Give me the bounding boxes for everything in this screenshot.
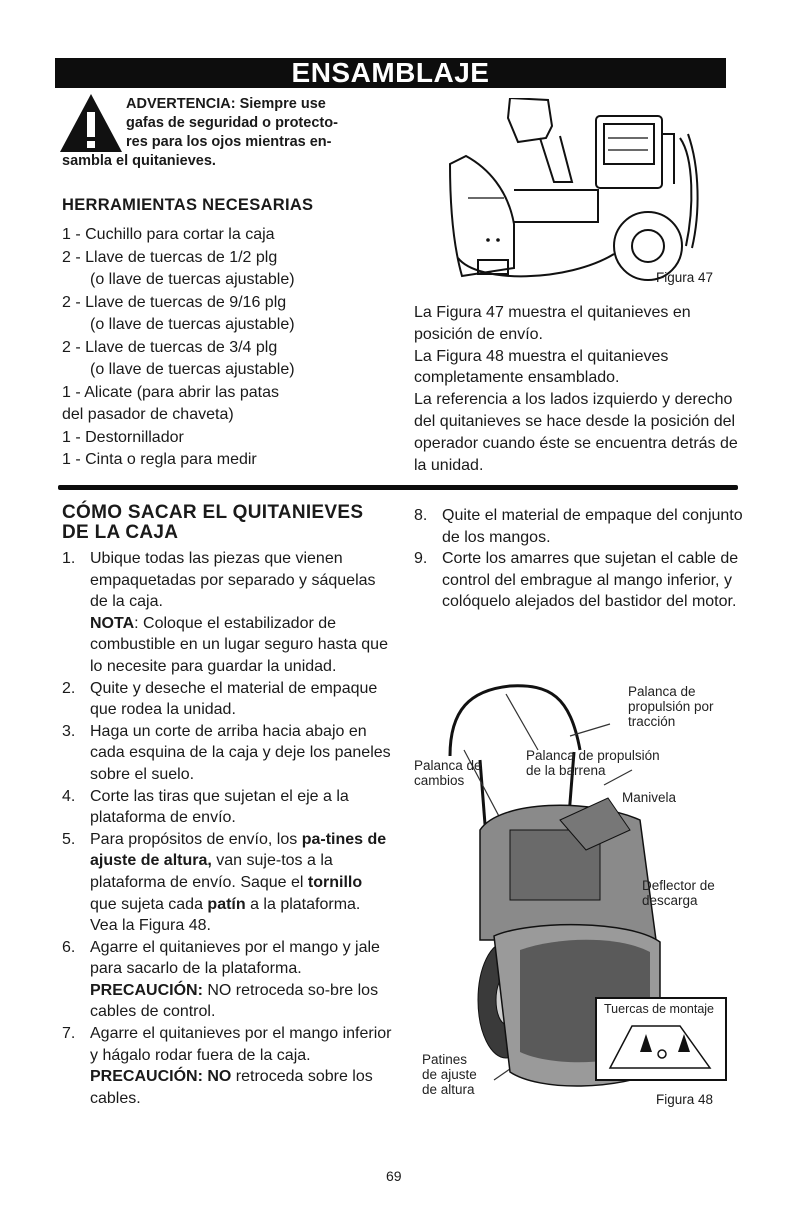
list-item: 1. Ubique todas las piezas que vienen empaquetadas por separado y sáquelas de la caja. xyxy=(62,550,376,611)
figure-caption: Figura 47 xyxy=(656,270,714,285)
label-patines: Patines de ajuste de altura xyxy=(422,1052,477,1097)
label-cambios: Palanca de cambios xyxy=(414,758,482,788)
list-item: 7. Agarre el quitanieves por el mango inferior y hágalo rodar fuera de la caja. PRECAUCIÓN: NO retroceda sobre los cables. xyxy=(62,1025,392,1107)
list-item: 2 - Llave de tuercas de 1/2 plg (o llave de tuercas ajustable) xyxy=(62,248,295,288)
paragraph: La referencia a los lados izquierdo y derecho del quitanieves se hace desde la posición del operador cuando éste se encuentra detrás de la unidad. xyxy=(414,391,738,474)
list-item: 1 - Cuchillo para cortar la caja xyxy=(62,226,275,243)
section-heading: CÓMO SACAR EL QUITANIEVES DE LA CAJA xyxy=(62,502,364,543)
list-item: 2 - Llave de tuercas de 3/4 plg (o llave de tuercas ajustable) xyxy=(62,338,295,378)
figure-48 xyxy=(410,680,740,1120)
list-item: 1 - Alicate (para abrir las patas del pasador de chaveta) xyxy=(62,383,279,423)
label-deflector: Deflector de descarga xyxy=(642,878,715,908)
label-tuercas: Tuercas de montaje xyxy=(604,1002,715,1016)
list-item: 9. Corte los amarres que sujetan el cable de control del embrague al mango inferior, y colóquelo alejados del bastidor del motor. xyxy=(414,550,739,611)
list-item: 8. Quite el material de empaque del conjunto de los mangos. xyxy=(414,507,743,546)
list-item: 5. Para propósitos de envío, los pa-tines de ajuste de altura, van suje-tos a la plataforma de envío. Saque el tornillo que sujeta cada patín a la plataforma. Vea la Figura 48. xyxy=(62,830,387,935)
removal-steps xyxy=(62,548,392,1109)
tools-list xyxy=(62,224,392,472)
label-manivela: Manivela xyxy=(622,790,677,805)
list-item: 1 - Destornillador xyxy=(62,428,184,446)
figure-47 xyxy=(448,98,738,290)
warning-line: res para los ojos mientras en- xyxy=(126,134,332,150)
page-number: 69 xyxy=(386,1168,402,1184)
list-item: 4. Corte las tiras que sujetan el eje a la plataforma de envío. xyxy=(62,787,349,827)
figure-caption: Figura 48 xyxy=(656,1092,714,1107)
label-barrena: Palanca de propulsión de la barrena xyxy=(526,748,660,778)
warning-line: gafas de seguridad o protecto- xyxy=(126,115,338,131)
note: NOTA: Coloque el estabilizador de combustible en un lugar seguro hasta que lo necesite para guardar la unidad. xyxy=(90,614,388,675)
section-banner: ENSAMBLAJE xyxy=(55,58,726,88)
paragraph: La Figura 48 muestra el quitanieves completamente ensamblado. xyxy=(414,347,669,387)
removal-steps-continued xyxy=(414,505,744,613)
section-divider xyxy=(58,485,738,490)
label-traccion: Palanca de propulsión por tracción xyxy=(628,684,714,729)
list-item: 2. Quite y deseche el material de empaque que rodea la unidad. xyxy=(62,679,378,719)
warning-line: sambla el quitanieves. xyxy=(62,153,216,169)
tools-heading: HERRAMIENTAS NECESARIAS xyxy=(62,196,314,214)
intro-text xyxy=(414,302,744,476)
paragraph: La Figura 47 muestra el quitanieves en posición de envío. xyxy=(414,304,691,343)
list-item: 6. Agarre el quitanieves por el mango y jale para sacarlo de la plataforma. PRECAUCIÓN: NO retroceda so-bre los cables de control. xyxy=(62,938,380,1021)
warning-text xyxy=(62,95,362,171)
warning-line: ADVERTENCIA: Siempre use xyxy=(126,96,326,112)
snowthrower-shipping-illustration xyxy=(448,98,738,290)
list-item: 3. Haga un corte de arriba hacia abajo en cada esquina de la caja y deje los paneles sobre el suelo. xyxy=(62,722,391,783)
list-item: 2 - Llave de tuercas de 9/16 plg (o llave de tuercas ajustable) xyxy=(62,293,295,333)
list-item: 1 - Cinta o regla para medir xyxy=(62,451,257,468)
